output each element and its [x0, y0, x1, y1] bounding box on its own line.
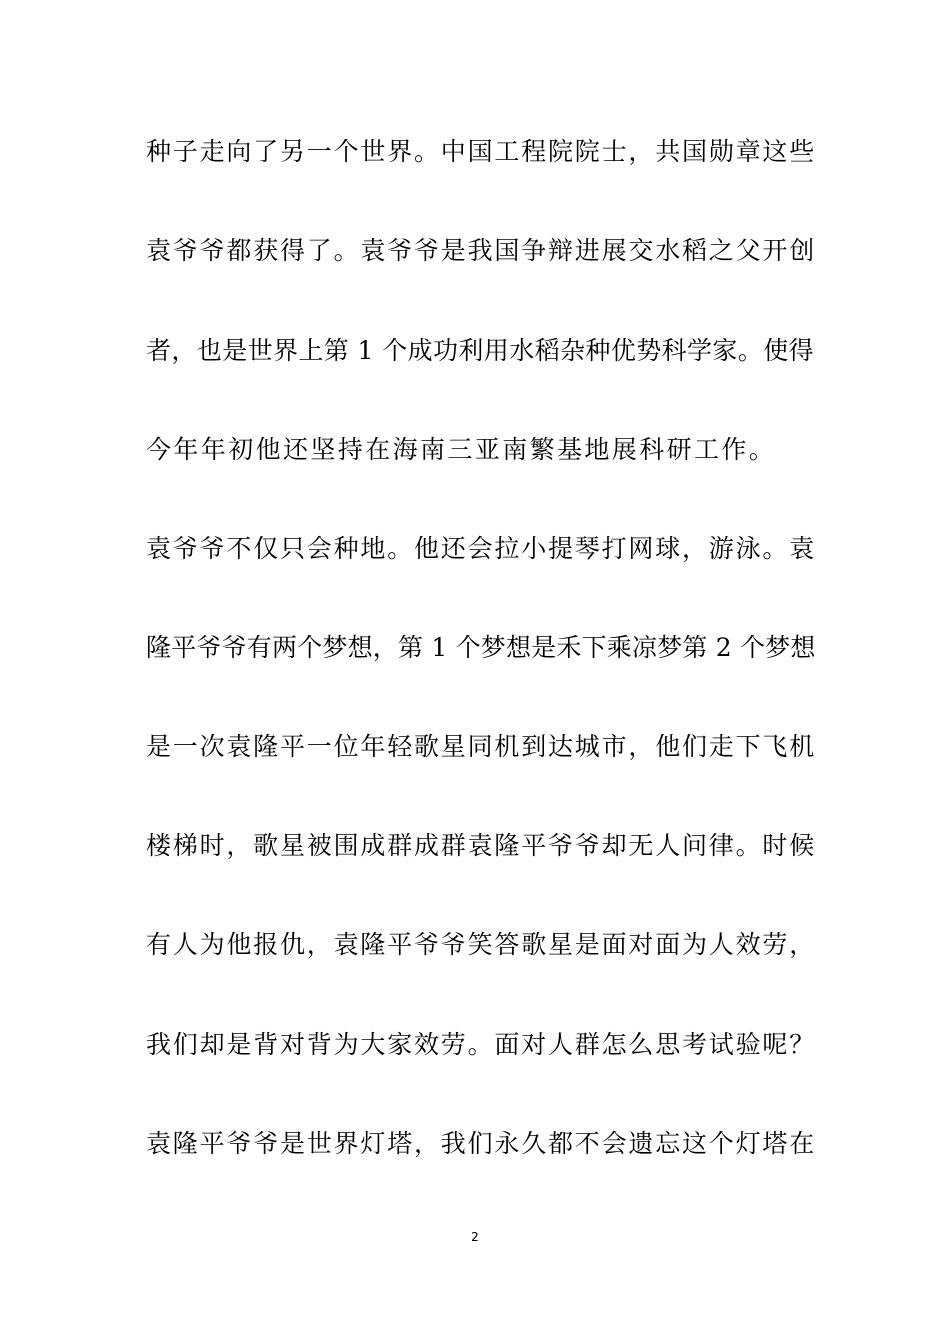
body-text-line: 袁爷爷都获得了。袁爷爷是我国争辩进展交水稻之父开创	[146, 236, 817, 265]
body-text-line: 袁爷爷不仅只会种地。他还会拉小提琴打网球，游泳。袁	[146, 534, 817, 563]
body-text-line: 今年年初他还坚持在海南三亚南繁基地展科研工作。	[146, 435, 777, 464]
body-text-line: 楼梯时，歌星被围成群成群袁隆平爷爷却无人问律。时候	[146, 831, 817, 860]
body-text-line: 袁隆平爷爷是世界灯塔，我们永久都不会遗忘这个灯塔在	[146, 1129, 817, 1158]
body-text-line: 者，也是世界上第 1 个成功利用水稻杂种优势科学家。使得	[146, 336, 815, 365]
body-text-line: 是一次袁隆平一位年轻歌星同机到达城市，他们走下飞机	[146, 732, 817, 761]
body-text-line: 隆平爷爷有两个梦想，第 1 个梦想是禾下乘凉梦第 2 个梦想	[146, 633, 816, 662]
body-text-line: 我们却是背对背为大家效劳。面对人群怎么思考试验呢？	[146, 1030, 817, 1059]
page-number: 2	[471, 1230, 479, 1244]
body-text-line: 种子走向了另一个世界。中国工程院院士，共国勋章这些	[146, 137, 817, 166]
body-text-line: 有人为他报仇，袁隆平爷爷笑答歌星是面对面为人效劳，	[146, 930, 817, 959]
